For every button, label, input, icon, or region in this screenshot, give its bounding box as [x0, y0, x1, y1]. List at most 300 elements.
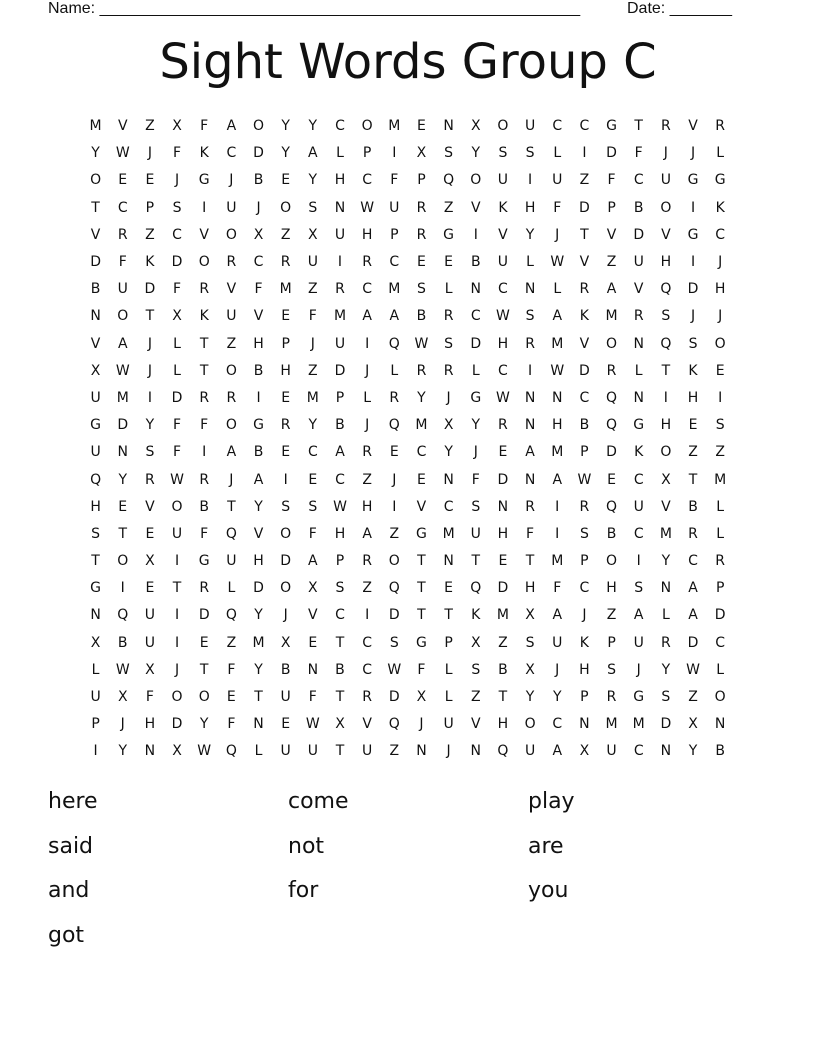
grid-letter: F — [200, 525, 209, 542]
grid-letter: S — [525, 308, 535, 325]
grid-letter: D — [90, 254, 101, 271]
grid-letter: R — [688, 525, 698, 542]
grid-letter: V — [253, 308, 264, 325]
grid-letter: V — [688, 118, 698, 135]
grid-letter: B — [280, 661, 291, 678]
grid-letter: S — [688, 335, 698, 352]
grid-letter: Y — [308, 417, 318, 434]
grid-letter: Q — [117, 607, 129, 624]
grid-letter: A — [335, 444, 345, 461]
grid-letter: C — [579, 389, 590, 406]
grid-letter: T — [688, 471, 698, 488]
grid-letter: J — [283, 607, 288, 624]
grid-letter: A — [362, 308, 372, 325]
grid-row — [82, 711, 734, 738]
grid-letter: Q — [225, 743, 237, 760]
grid-letter: J — [473, 444, 478, 461]
word-bank-item: got — [48, 922, 85, 948]
grid-letter: J — [174, 661, 180, 678]
grid-letter: T — [417, 607, 426, 624]
grid-letter: H — [687, 389, 699, 406]
grid-letter: B — [633, 199, 644, 216]
grid-letter: O — [714, 689, 726, 706]
grid-letter: U — [280, 689, 291, 706]
grid-letter: J — [310, 335, 315, 352]
grid-letter: L — [661, 607, 670, 624]
grid-letter: T — [580, 226, 589, 243]
grid-letter: T — [199, 362, 209, 379]
grid-letter: I — [337, 254, 343, 271]
grid-letter: C — [335, 471, 345, 488]
grid-letter: W — [197, 743, 212, 760]
grid-letter: M — [388, 281, 401, 298]
grid-letter: U — [144, 607, 156, 624]
grid-letter: F — [173, 417, 182, 434]
grid-letter: R — [199, 580, 210, 597]
grid-letter: S — [308, 498, 318, 515]
grid-letter: H — [253, 335, 264, 352]
grid-letter: Z — [688, 689, 698, 706]
grid-letter: C — [362, 172, 373, 189]
grid-letter: G — [443, 226, 455, 243]
grid-letter: T — [199, 661, 209, 678]
grid-letter: R — [199, 471, 210, 488]
grid-letter: D — [497, 580, 509, 597]
grid-letter: I — [690, 254, 696, 271]
grid-letter: D — [253, 145, 264, 162]
grid-letter: O — [280, 525, 292, 542]
grid-letter: U — [470, 525, 481, 542]
grid-letter: N — [253, 716, 264, 733]
grid-letter: D — [606, 444, 617, 461]
grid-letter: Q — [470, 580, 482, 597]
grid-letter: X — [525, 661, 535, 678]
grid-letter: L — [471, 362, 480, 379]
grid-letter: H — [497, 525, 509, 542]
grid-letter: K — [579, 634, 589, 651]
grid-letter: C — [362, 281, 373, 298]
grid-letter: N — [497, 498, 509, 515]
grid-letter: O — [470, 172, 482, 189]
grid-letter: N — [660, 743, 672, 760]
grid-letter: V — [579, 335, 590, 352]
word-bank-row — [48, 868, 768, 913]
grid-letter: S — [525, 634, 535, 651]
grid-letter: H — [714, 281, 726, 298]
grid-letter: U — [633, 634, 644, 651]
grid-letter: S — [525, 145, 535, 162]
grid-letter: I — [174, 607, 180, 624]
grid-letter: P — [607, 199, 616, 216]
grid-row — [82, 195, 734, 222]
grid-letter: M — [333, 308, 347, 325]
grid-letter: J — [718, 254, 723, 271]
grid-letter: X — [253, 226, 264, 243]
grid-letter: D — [497, 471, 509, 488]
grid-letter: U — [633, 254, 644, 271]
grid-letter: U — [90, 389, 101, 406]
grid-letter: Q — [388, 335, 400, 352]
grid-letter: F — [227, 716, 236, 733]
grid-letter: P — [91, 716, 100, 733]
grid-letter: N — [443, 471, 454, 488]
grid-letter: Q — [90, 471, 102, 488]
grid-letter: R — [606, 362, 617, 379]
grid-letter: W — [360, 199, 375, 216]
grid-letter: K — [199, 308, 209, 325]
grid-letter: G — [198, 553, 210, 570]
grid-letter: V — [90, 335, 101, 352]
grid-letter: O — [660, 444, 672, 461]
grid-letter: H — [361, 226, 373, 243]
grid-letter: O — [117, 308, 129, 325]
grid-letter: C — [362, 661, 373, 678]
grid-letter: J — [174, 172, 180, 189]
grid-letter: U — [334, 226, 346, 243]
grid-letter: L — [227, 580, 236, 597]
grid-letter: Z — [226, 335, 237, 352]
grid-letter: G — [90, 580, 101, 597]
grid-letter: W — [115, 661, 130, 678]
grid-row — [82, 113, 734, 140]
grid-letter: R — [280, 254, 291, 271]
grid-letter: O — [171, 689, 183, 706]
grid-letter: Z — [389, 525, 400, 542]
grid-letter: W — [115, 145, 130, 162]
grid-letter: H — [497, 716, 509, 733]
grid-letter: X — [335, 716, 345, 733]
grid-letter: T — [199, 335, 209, 352]
grid-letter: O — [253, 118, 265, 135]
grid-letter: D — [388, 607, 400, 624]
grid-letter: X — [308, 580, 318, 597]
grid-letter: K — [471, 607, 481, 624]
grid-letter: N — [117, 444, 128, 461]
grid-row — [82, 630, 734, 657]
grid-letter: J — [663, 145, 668, 162]
grid-letter: W — [387, 661, 402, 678]
grid-letter: K — [715, 199, 725, 216]
grid-letter: D — [687, 634, 699, 651]
grid-letter: I — [392, 145, 397, 162]
grid-letter: M — [252, 634, 265, 651]
grid-letter: T — [444, 607, 453, 624]
grid-letter: N — [579, 716, 590, 733]
grid-letter: U — [171, 525, 183, 542]
grid-letter: C — [226, 145, 237, 162]
grid-letter: B — [90, 281, 101, 298]
grid-letter: T — [91, 199, 100, 216]
grid-row — [82, 548, 734, 575]
grid-letter: A — [226, 118, 237, 135]
grid-letter: U — [226, 553, 237, 570]
grid-letter: D — [253, 580, 264, 597]
grid-letter: U — [117, 281, 128, 298]
grid-letter: Y — [308, 118, 318, 135]
grid-letter: X — [443, 417, 454, 434]
grid-letter: B — [470, 254, 481, 271]
grid-letter: M — [116, 389, 129, 406]
grid-letter: O — [497, 118, 509, 135]
grid-letter: V — [606, 226, 617, 243]
grid-letter: A — [253, 471, 264, 488]
grid-letter: Q — [660, 335, 672, 352]
grid-row — [82, 439, 734, 466]
grid-letter: N — [551, 389, 563, 406]
grid-letter: U — [660, 172, 671, 189]
grid-letter: U — [334, 335, 346, 352]
grid-letter: C — [715, 226, 726, 243]
grid-letter: T — [417, 580, 426, 597]
grid-letter: O — [714, 335, 726, 352]
grid-letter: G — [633, 417, 645, 434]
word-bank-item: not — [288, 833, 325, 859]
grid-letter: V — [362, 716, 372, 733]
grid-letter: C — [362, 634, 373, 651]
grid-letter: W — [333, 498, 347, 515]
word-bank-item: play — [528, 788, 575, 814]
grid-letter: X — [145, 553, 155, 570]
grid-letter: T — [525, 553, 535, 570]
grid-letter: O — [117, 553, 129, 570]
grid-letter: V — [579, 254, 590, 271]
grid-letter: H — [280, 362, 291, 379]
grid-letter: C — [688, 553, 698, 570]
grid-letter: W — [496, 308, 510, 325]
grid-letter: O — [225, 417, 237, 434]
word-bank-row — [48, 824, 768, 869]
grid-letter: N — [443, 553, 454, 570]
grid-letter: J — [446, 389, 451, 406]
grid-letter: R — [362, 689, 372, 706]
grid-letter: X — [172, 308, 182, 325]
grid-letter: T — [661, 362, 671, 379]
grid-letter: Y — [444, 444, 453, 461]
grid-letter: D — [714, 607, 726, 624]
grid-letter: X — [308, 226, 318, 243]
grid-letter: Q — [388, 417, 400, 434]
grid-letter: A — [308, 553, 318, 570]
grid-letter: R — [145, 471, 155, 488]
word-bank-item: and — [48, 878, 90, 904]
grid-letter: I — [582, 145, 587, 162]
grid-letter: J — [555, 661, 560, 678]
grid-letter: N — [307, 661, 319, 678]
grid-letter: C — [552, 118, 563, 135]
grid-letter: V — [145, 498, 155, 515]
grid-letter: S — [471, 498, 481, 515]
grid-letter: F — [227, 661, 236, 678]
grid-letter: L — [716, 525, 725, 542]
grid-letter: W — [686, 661, 700, 678]
grid-letter: B — [498, 661, 508, 678]
grid-letter: L — [173, 362, 181, 379]
grid-letter: J — [229, 471, 234, 488]
grid-letter: Z — [470, 689, 481, 706]
grid-letter: F — [607, 172, 616, 189]
grid-letter: H — [334, 172, 346, 189]
grid-letter: C — [389, 254, 400, 271]
grid-letter: V — [633, 281, 644, 298]
grid-letter: R — [660, 118, 671, 135]
grid-letter: I — [120, 580, 125, 597]
grid-letter: B — [199, 498, 209, 515]
grid-letter: R — [226, 254, 237, 271]
grid-letter: S — [607, 661, 616, 678]
grid-letter: K — [634, 444, 644, 461]
grid-letter: N — [334, 199, 346, 216]
page-title: Sight Words Group C — [159, 34, 657, 90]
grid-letter: A — [308, 145, 318, 162]
name-field-label: Name: ______________________________________________________ — [48, 0, 581, 17]
word-bank-item: said — [48, 833, 94, 859]
grid-letter: L — [390, 362, 399, 379]
grid-letter: X — [525, 607, 535, 624]
grid-letter: A — [362, 525, 372, 542]
grid-letter: E — [444, 580, 454, 597]
grid-letter: Y — [688, 743, 698, 760]
grid-letter: M — [442, 525, 455, 542]
grid-letter: M — [551, 335, 564, 352]
grid-letter: Q — [388, 580, 400, 597]
grid-letter: C — [117, 199, 128, 216]
grid-letter: P — [580, 689, 589, 706]
grid-letter: A — [688, 580, 698, 597]
grid-letter: G — [714, 172, 726, 189]
grid-letter: O — [280, 580, 292, 597]
grid-letter: F — [200, 118, 209, 135]
grid-letter: R — [389, 389, 400, 406]
grid-letter: S — [417, 281, 426, 298]
grid-letter: I — [555, 525, 560, 542]
grid-letter: E — [444, 254, 454, 271]
grid-letter: V — [90, 226, 101, 243]
grid-letter: R — [117, 226, 128, 243]
grid-letter: S — [444, 335, 454, 352]
grid-letter: C — [579, 580, 590, 597]
grid-letter: E — [281, 716, 291, 733]
grid-letter: B — [688, 498, 698, 515]
grid-letter: L — [444, 281, 453, 298]
grid-letter: L — [444, 689, 453, 706]
word-bank-item: for — [288, 878, 319, 904]
grid-letter: I — [392, 498, 397, 515]
grid-letter: M — [605, 308, 618, 325]
grid-letter: R — [443, 308, 454, 325]
grid-letter: F — [200, 417, 209, 434]
grid-letter: T — [498, 689, 508, 706]
grid-letter: U — [144, 634, 156, 651]
grid-letter: Z — [308, 281, 318, 298]
grid-letter: B — [715, 743, 725, 760]
grid-letter: D — [579, 362, 590, 379]
grid-letter: Q — [225, 525, 237, 542]
grid-letter: M — [605, 716, 618, 733]
grid-letter: S — [335, 580, 345, 597]
grid-letter: H — [253, 553, 264, 570]
grid-letter: E — [281, 172, 291, 189]
grid-letter: X — [90, 634, 101, 651]
grid-letter: D — [280, 553, 292, 570]
grid-letter: E — [715, 362, 725, 379]
grid-row — [82, 385, 734, 412]
grid-letter: C — [335, 118, 345, 135]
grid-letter: S — [498, 145, 508, 162]
grid-letter: R — [362, 444, 372, 461]
grid-letter: J — [555, 226, 560, 243]
grid-letter: N — [443, 118, 454, 135]
grid-letter: D — [388, 689, 400, 706]
grid-letter: U — [552, 634, 563, 651]
grid-letter: R — [579, 498, 590, 515]
grid-letter: I — [663, 389, 668, 406]
grid-letter: J — [392, 471, 397, 488]
grid-letter: O — [90, 172, 102, 189]
grid-letter: U — [362, 743, 373, 760]
grid-letter: R — [498, 417, 508, 434]
grid-letter: N — [470, 281, 481, 298]
grid-letter: Z — [145, 118, 155, 135]
grid-letter: H — [579, 661, 590, 678]
grid-letter: C — [470, 308, 481, 325]
grid-letter: U — [226, 308, 237, 325]
grid-letter: I — [636, 553, 641, 570]
grid-letter: V — [661, 498, 671, 515]
grid-letter: S — [715, 417, 725, 434]
grid-letter: F — [173, 444, 182, 461]
grid-letter: J — [636, 661, 641, 678]
grid-letter: B — [117, 634, 128, 651]
grid-letter: D — [171, 716, 183, 733]
grid-letter: I — [93, 743, 98, 760]
grid-letter: J — [582, 607, 587, 624]
grid-letter: B — [606, 525, 617, 542]
grid-row — [82, 140, 734, 167]
grid-letter: H — [551, 417, 563, 434]
grid-letter: U — [443, 716, 454, 733]
grid-letter: I — [365, 607, 370, 624]
grid-letter: I — [174, 634, 180, 651]
grid-letter: M — [714, 471, 727, 488]
grid-letter: E — [308, 634, 318, 651]
grid-row — [82, 222, 734, 249]
grid-letter: C — [307, 444, 318, 461]
grid-letter: J — [147, 335, 152, 352]
grid-letter: O — [198, 689, 210, 706]
grid-letter: Y — [471, 417, 481, 434]
grid-letter: E — [417, 118, 426, 135]
grid-letter: E — [281, 308, 291, 325]
grid-letter: T — [227, 498, 236, 515]
grid-letter: F — [553, 199, 562, 216]
grid-letter: T — [634, 118, 643, 135]
grid-letter: T — [335, 743, 345, 760]
grid-letter: J — [365, 417, 370, 434]
grid-letter: F — [173, 281, 182, 298]
grid-letter: D — [633, 226, 645, 243]
grid-letter: Y — [199, 716, 209, 733]
grid-letter: O — [606, 335, 618, 352]
grid-row — [82, 657, 734, 684]
grid-letter: V — [117, 118, 128, 135]
grid-row — [82, 331, 734, 358]
grid-letter: Z — [579, 172, 590, 189]
grid-letter: R — [335, 281, 345, 298]
grid-letter: J — [690, 145, 696, 162]
grid-letter: S — [172, 199, 182, 216]
grid-letter: X — [470, 118, 481, 135]
grid-letter: W — [115, 362, 130, 379]
